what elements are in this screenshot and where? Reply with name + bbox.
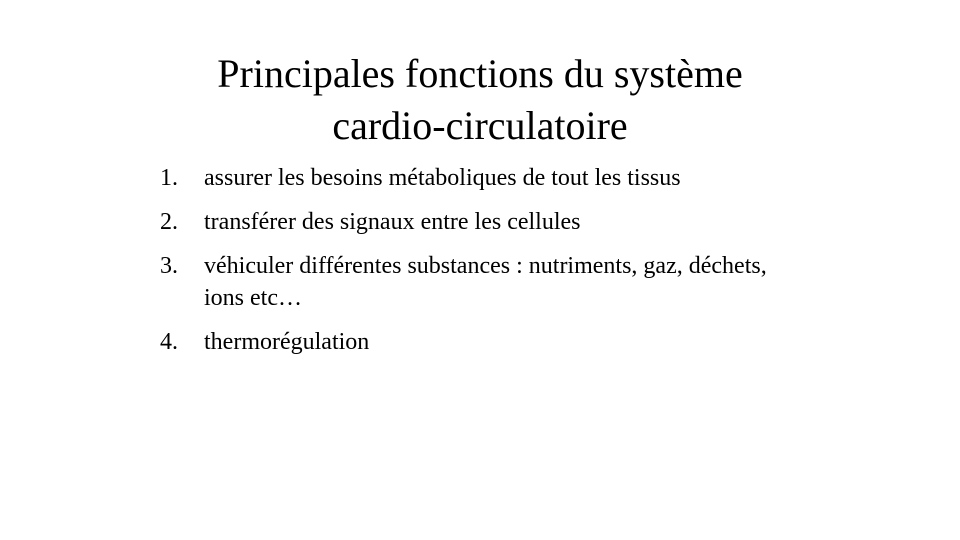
list-item-number: 2. <box>160 209 178 235</box>
list-item-number: 1. <box>160 165 178 191</box>
list-item <box>160 326 800 358</box>
list-item-text: thermorégulation <box>204 329 370 355</box>
list-item <box>160 250 800 314</box>
list-item-text: assurer les besoins métaboliques de tout les tissus <box>204 165 681 191</box>
slide-title-line-1: Principales fonctions du système <box>217 51 743 96</box>
slide-title <box>120 48 840 152</box>
list-item <box>160 162 800 194</box>
list-item-number: 3. <box>160 253 178 279</box>
list-item-text: véhiculer différentes substances : nutriments, gaz, déchets, ions etc… <box>204 253 767 311</box>
list-item-text: transférer des signaux entre les cellules <box>204 209 581 235</box>
list-item <box>160 206 800 238</box>
list-item-number: 4. <box>160 329 178 355</box>
function-list <box>160 162 800 370</box>
slide-title-line-2: cardio-circulatoire <box>332 103 628 148</box>
